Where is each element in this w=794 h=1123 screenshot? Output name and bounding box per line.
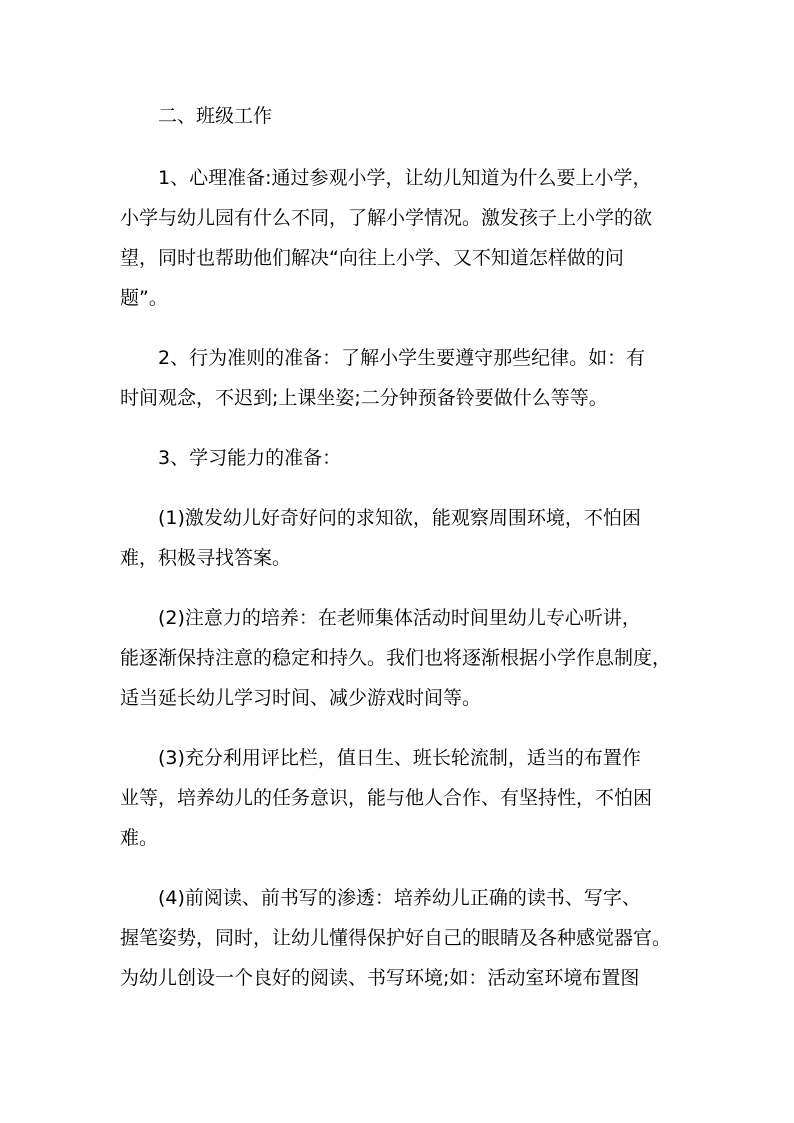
text-line: 望，同时也帮助他们解决“向往上小学、又不知道怎样做的问 bbox=[120, 247, 624, 269]
text-line: 1、心理准备:通过参观小学，让幼儿知道为什么要上小学， bbox=[158, 167, 652, 189]
text-line: 能逐渐保持注意的稳定和持久。我们也将逐渐根据小学作息制度， bbox=[120, 647, 672, 669]
text-line: 握笔姿势，同时，让幼儿懂得保护好自己的眼睛及各种感觉器官。 bbox=[120, 927, 672, 949]
paragraph-attention bbox=[120, 598, 676, 718]
paragraph-curiosity bbox=[120, 498, 676, 578]
text-line: 适当延长幼儿学习时间、减少游戏时间等。 bbox=[120, 687, 482, 709]
section-heading: 二、班级工作 bbox=[158, 105, 273, 127]
text-line: 题”。 bbox=[120, 287, 168, 309]
paragraph-pre-reading-writing bbox=[120, 878, 676, 998]
paragraph-psychological-preparation bbox=[120, 158, 676, 318]
text-line: 时间观念，不迟到;上课坐姿;二分钟预备铃要做什么等等。 bbox=[120, 387, 608, 409]
text-line: 难。 bbox=[120, 827, 159, 849]
text-line: (3)充分利用评比栏，值日生、班长轮流制，适当的布置作 bbox=[158, 747, 641, 769]
text-line: 小学与幼儿园有什么不同，了解小学情况。激发孩子上小学的欲 bbox=[120, 207, 653, 229]
text-line: 业等，培养幼儿的任务意识，能与他人合作、有坚持性，不怕困 bbox=[120, 787, 653, 809]
text-line: (1)激发幼儿好奇好问的求知欲，能观察周围环境，不怕困 bbox=[158, 507, 641, 529]
text-line: (2)注意力的培养：在老师集体活动时间里幼儿专心听讲， bbox=[158, 607, 641, 629]
paragraph-learning-ability bbox=[120, 438, 676, 478]
text-line: 难，积极寻找答案。 bbox=[120, 547, 292, 569]
paragraph-responsibility bbox=[120, 738, 676, 858]
text-line: 为幼儿创设一个良好的阅读、书写环境;如：活动室环境布置图 bbox=[120, 967, 640, 989]
text-line: 2、行为准则的准备：了解小学生要遵守那些纪律。如：有 bbox=[158, 347, 646, 369]
document-body bbox=[120, 96, 676, 1018]
paragraph-behavior-rules bbox=[120, 338, 676, 418]
text-line: 3、学习能力的准备： bbox=[158, 447, 342, 469]
text-line: (4)前阅读、前书写的渗透：培养幼儿正确的读书、写字、 bbox=[158, 887, 641, 909]
